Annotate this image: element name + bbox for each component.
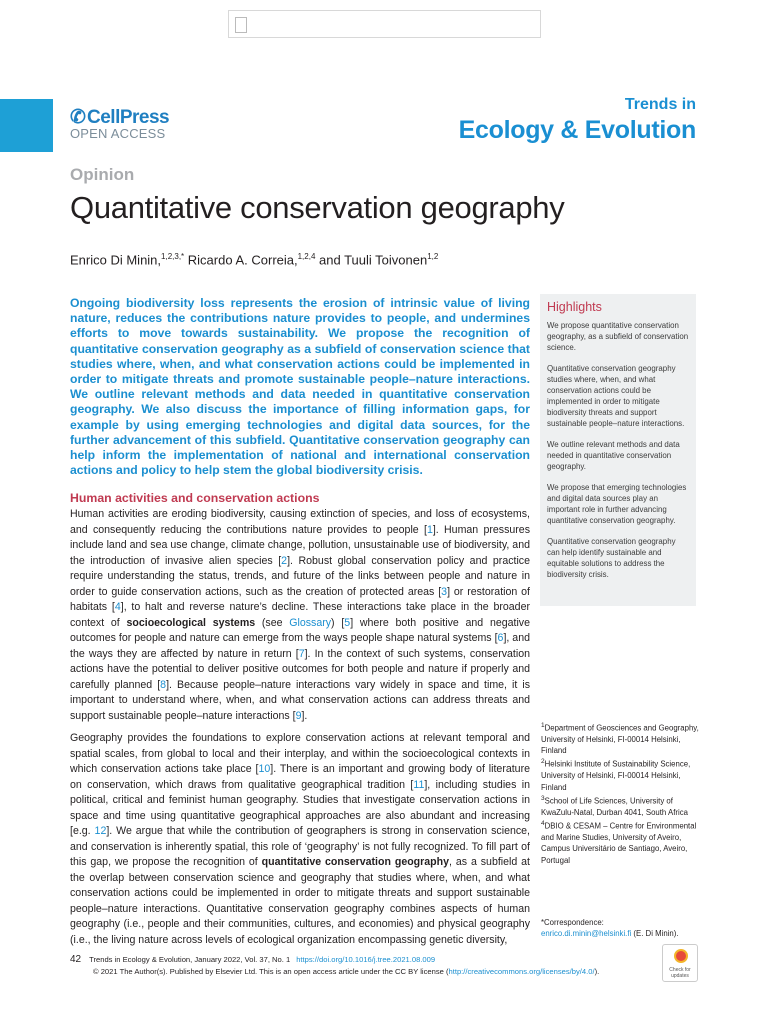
highlight-item: We propose quantitative conservation geography, as a subfield of conservation science. [547,321,689,352]
text-run: ]. We argue that while the contribution of geographers is strong in conservation science, and conservation is inherently spatial, this role of ‘geography’ is not fully recognized. To fill part of this gap, we propose the recognition of [70,825,530,868]
reference-link[interactable]: 7 [298,647,305,660]
highlights-box [540,294,696,606]
cellpress-brand: CellPress [87,107,170,128]
reference-link[interactable]: 6 [497,632,504,644]
copyright-end: ). [594,967,600,976]
glossary-term: socioecological systems [126,616,256,629]
reference-link[interactable]: 11 [413,778,425,791]
text-run: (see [255,616,290,629]
text-run: ]. [301,709,308,722]
correspondence-label: *Correspondence: [541,918,604,927]
abstract: Ongoing biodiversity loss represents the erosion of intrinsic value of living nature, reduces the contributions nature provides to people, and undermines efforts to move towards sustainability. We propose the recognition of quantitative conservation geography as a subfield of conservation science that studies where, when, and what conservation actions could be implemented in order to mitigate threats and promote sustainable people–nature interactions. We outline relevant methods and data needed in quantitative conservation geography. We also discuss the importance of filling information gaps, for example by using emerging technologies and digital data sources, for the further advancement of this subfield. Quantitative conservation geography can help inform the implementation of national and international conservation actions and policy to help stem the global biodiversity crisis. [70,296,530,478]
text-run: ]. Human pressures include land and sea use change, climate change, pollution, unsustainable use of biodiversity, and the introduction of invasive alien species [ [70,523,530,567]
check-for-updates-button[interactable] [662,944,698,982]
check-updates-icon [674,949,688,963]
reference-link[interactable]: 9 [295,709,302,722]
affil-sup: 3 [541,794,545,802]
citation-text: Trends in Ecology & Evolution, January 2022, Vol. 37, No. 1 [89,955,291,964]
reference-link[interactable]: 5 [344,616,351,629]
text-run: ], including studies in political, critical and feminist human geography. Studies that investigate conservation actions in space and time using quantitative geographical approaches are also abundant and increasing [e.g. [70,778,530,837]
text-run: ], and the ways they are affected by nature in return [ [70,632,530,660]
reference-link[interactable]: 3 [441,585,448,598]
affil-sup: 1 [541,722,545,729]
author-list [70,252,438,267]
license-link[interactable]: http://creativecommons.org/licenses/by/4.0/ [448,967,595,976]
author-affil-sup: 1,2 [427,252,439,261]
correspondence-email-link[interactable]: enrico.di.minin@helsinki.fi [541,929,632,939]
text-run: ] where both positive and negative outcomes for people and nature can emerge from the ways people shape natural systems [ [70,616,530,644]
cellpress-mark-icon: ✆ [70,107,86,128]
open-access-label: OPEN ACCESS [70,126,166,141]
cellpress-logo[interactable] [70,108,180,142]
highlight-item: We propose that emerging technologies and digital data sources play an important role in further advancing quantitative conservation geography. [547,483,687,525]
checkbox-icon [235,17,247,33]
glossary-link[interactable]: Glossary [289,616,332,629]
reference-link[interactable]: 12 [94,825,107,837]
reference-link[interactable]: 2 [281,554,288,567]
check-updates-line1: Check for [669,967,691,973]
page-number: 42 [70,954,82,965]
copyright-text: © 2021 The Author(s). Published by Elsevier Ltd. This is an open access article under the CC BY license ( [93,967,449,976]
affil-text: School of Life Sciences, University of KwaZulu-Natal, Durban 4041, South Africa [541,796,688,817]
affil-text: Helsinki Institute of Sustainability Science, University of Helsinki, FI-00014 Helsinki, Finland [541,760,691,792]
text-run: ] or restoration of habitats [ [70,585,530,613]
text-run: , as a subfield at the overlap between conservation science and geography that studies where, when, and what conservation actions could be implemented in order to mitigate threats and support sustainable people–nature interactions. Quantitative conservation geography combines aspects of human geography (i.e., people and their communities, cultures, and economies) and physical geography (i.e., the living nature across levels of ecological organization encompassing genetic diversity, [70,856,531,946]
affiliation-item [541,793,701,818]
author-name[interactable]: Ricardo A. Correia, [184,252,298,268]
correspondence-name: (E. Di Minin). [631,929,679,939]
blue-accent-bar [0,99,53,152]
doi-link[interactable]: https://doi.org/10.1016/j.tree.2021.08.009 [296,955,436,964]
correspondence [541,917,711,940]
text-run: Geography provides the foundations to explore conservation actions at relevant temporal and spatial scales, from global to local and their interplay, and within the socioecological contexts in which conservation actions take place [ [70,732,530,775]
highlight-item: We outline relevant methods and data needed in quantitative conservation geography. [547,440,680,471]
text-run: Human activities are eroding biodiversity, causing extinction of species, and loss of ecosystems, and consequently reducing the contributions nature provides to people [ [70,508,530,536]
search-box-top[interactable] [228,10,541,38]
journal-title-line2: Ecology & Evolution [458,116,696,144]
journal-title-line1: Trends in [624,96,696,113]
highlight-item: Quantitative conservation geography studies where, when, and what conservation actions could be implemented in order to mitigate biodiversity threats and support sustainable people–nature interactions. [547,364,685,428]
text-run: ]. Robust global conservation policy and practice require understanding the status, trends, and future of the links between people and nature in order to guide conservation actions, such as the creation of protected areas [ [70,554,531,598]
article-title: Quantitative conservation geography [70,190,565,225]
text-run: ]. Because people–nature interactions vary widely in space and time, it is important to understand where, when, and what conservation actions can address threats and support sustainable people–nature interactions [ [70,678,531,722]
text-run: ]. There is an important and growing body of literature on conservation, which draws from qualitative geographical tradition [ [70,763,530,791]
body-paragraph-1 [70,507,530,724]
article-type: Opinion [70,165,135,184]
check-updates-line2: updates [671,973,689,979]
affiliation-item [541,756,701,792]
affil-text: Department of Geosciences and Geography, University of Helsinki, FI-00014 Helsinki, Finland [541,723,699,756]
body-paragraph-2 [70,731,530,948]
affil-sup: 4 [541,820,545,828]
affil-text: DBIO & CESAM – Centre for Environmental and Marine Studies, University of Aveiro, Campus Universitário de Santiago, Aveiro, Portugal [541,821,697,865]
affil-sup: 2 [541,758,545,766]
text-run: ], to halt and reverse nature’s decline. These interactions take place in the broader context of [70,601,530,629]
key-term: quantitative conservation geography [261,856,450,868]
section-heading: Human activities and conservation actions [70,491,320,505]
affiliation-item [541,720,701,756]
text-run: ]. In the context of such systems, conservation actions have the potential to deliver positive outcomes for both people and nature if properly and carefully planned [ [70,647,530,691]
author-affil-sup: 1,2,4 [297,252,316,261]
footer-copyright [93,967,599,976]
affiliations [541,720,701,866]
reference-link[interactable]: 4 [114,601,121,613]
affiliation-item [541,818,701,866]
text-run: ) [ [331,616,345,629]
highlight-item: Quantitative conservation geography can help identify sustainable and equitable solutions to address the biodiversity crisis. [547,537,676,579]
author-affil-sup: 1,2,3,* [161,252,185,261]
journal-title[interactable] [459,95,696,145]
reference-link[interactable]: 1 [426,523,433,536]
reference-link[interactable]: 8 [160,678,167,691]
author-name[interactable]: Enrico Di Minin, [70,252,162,268]
reference-link[interactable]: 10 [258,763,271,775]
highlights-heading: Highlights [547,300,602,314]
footer-citation [70,954,435,965]
author-name[interactable]: and Tuuli Toivonen [315,252,428,268]
